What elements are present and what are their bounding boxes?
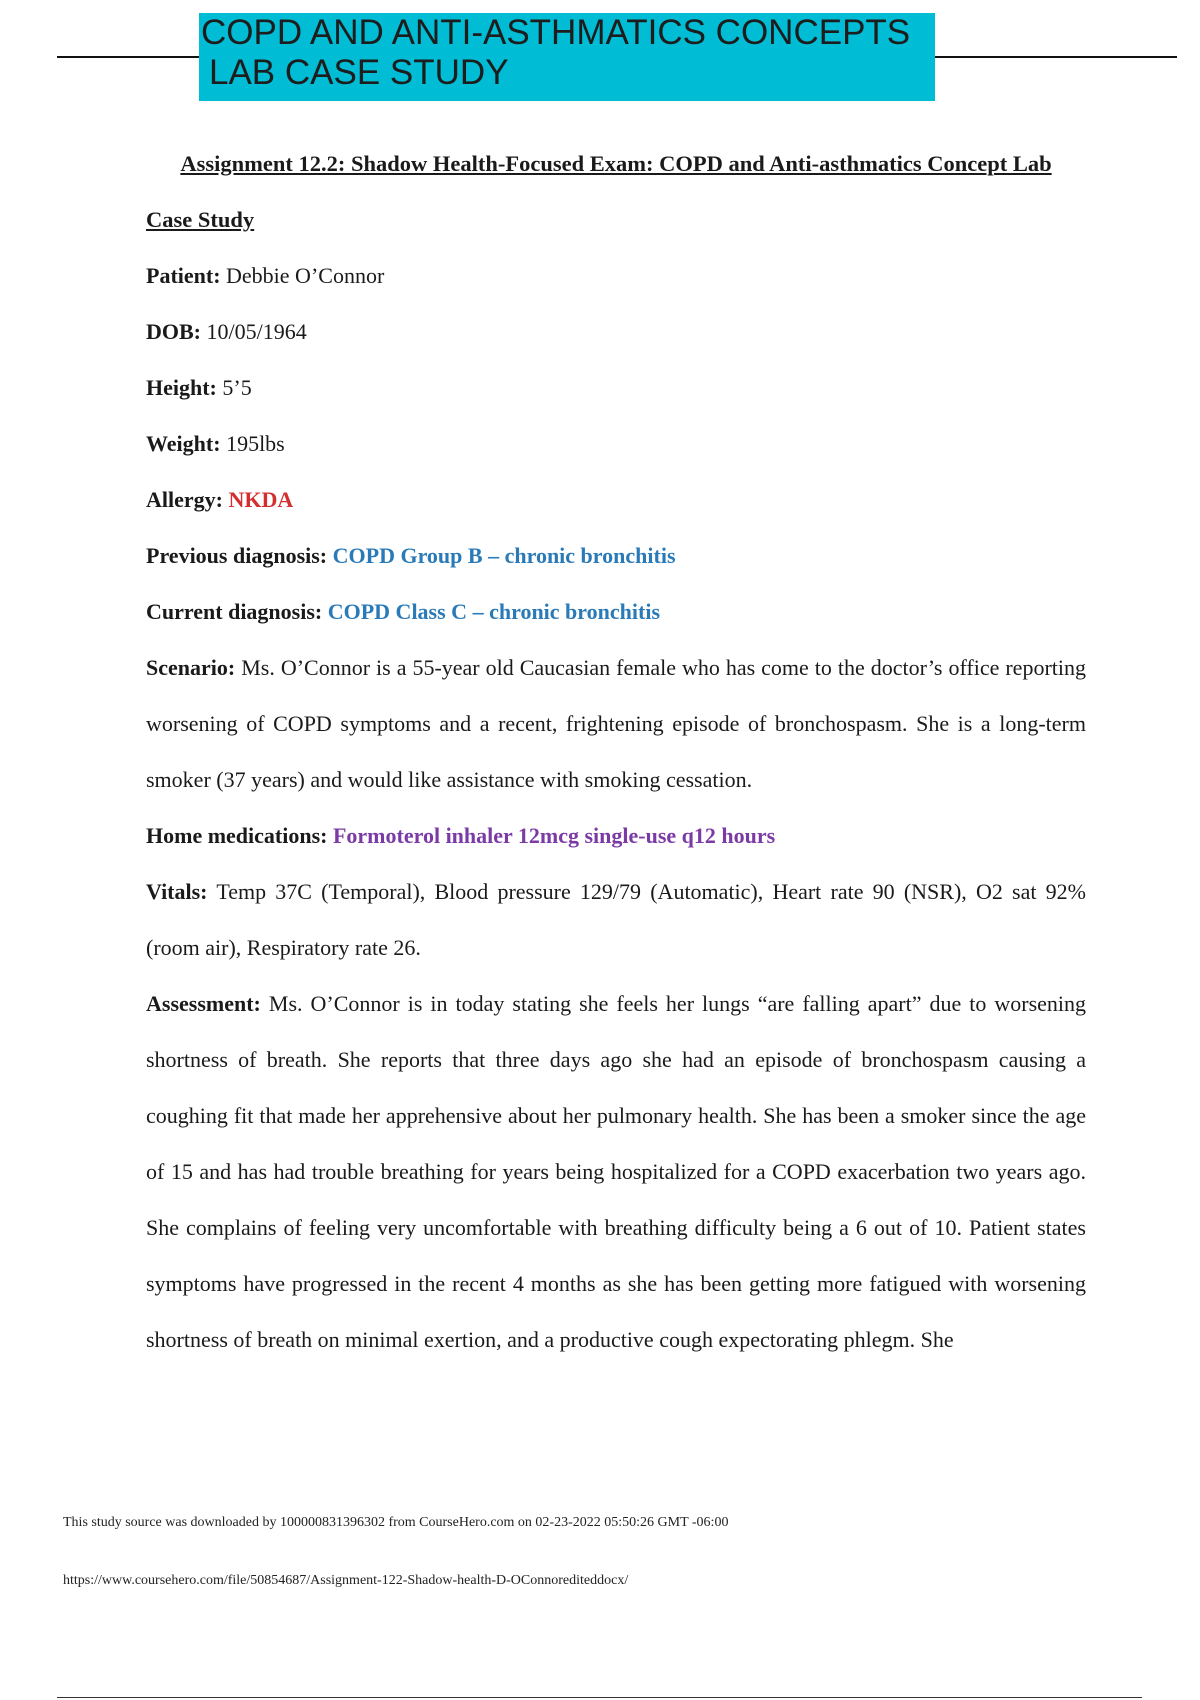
assessment-label: Assessment: bbox=[146, 991, 261, 1016]
current-diagnosis-field bbox=[146, 584, 1086, 640]
footer-rule bbox=[57, 1697, 1142, 1698]
download-source-note: This study source was downloaded by 100000831396302 from CourseHero.com on 02-23-2022 05:50:26 GMT -06:00 bbox=[63, 1515, 729, 1530]
height-value: 5’5 bbox=[222, 375, 252, 400]
allergy-label: Allergy: bbox=[146, 487, 223, 512]
previous-diagnosis-field bbox=[146, 528, 1086, 584]
dob-value: 10/05/1964 bbox=[206, 319, 307, 344]
vitals-paragraph bbox=[146, 864, 1086, 976]
assessment-text: Ms. O’Connor is in today stating she feels her lungs “are falling apart” due to worsening shortness of breath. She reports that three days ago she had an episode of bronchospasm causing a coughing fit that made her apprehensive about her pulmonary health. She has been a smoker since the age of 15 and has had trouble breathing for years being hospitalized for a COPD exacerbation two years ago. She complains of feeling very uncomfortable with breathing difficulty being a 6 out of 10. Patient states symptoms have progressed in the recent 4 months as she has been getting more fatigued with worsening shortness of breath on minimal exertion, and a productive cough expectorating phlegm. She bbox=[146, 991, 1087, 1352]
document-body bbox=[146, 136, 1086, 1368]
height-field bbox=[146, 360, 1086, 416]
dob-field bbox=[146, 304, 1086, 360]
banner-title-line-1: COPD AND ANTI-ASTHMATICS CONCEPTS bbox=[201, 13, 911, 52]
patient-field bbox=[146, 248, 1086, 304]
assignment-title: Assignment 12.2: Shadow Health-Focused Exam: COPD and Anti-asthmatics Concept Lab bbox=[180, 151, 1052, 176]
dob-label: DOB: bbox=[146, 319, 201, 344]
scenario-paragraph bbox=[146, 640, 1086, 808]
banner-title-line-2: LAB CASE STUDY bbox=[209, 53, 509, 92]
scenario-label: Scenario: bbox=[146, 655, 236, 680]
patient-label: Patient: bbox=[146, 263, 221, 288]
scenario-text: Ms. O’Connor is a 55-year old Caucasian female who has come to the doctor’s office reporting worsening of COPD symptoms and a recent, frightening episode of bronchospasm. She is a long-term smoker (37 years) and would like assistance with smoking cessation. bbox=[146, 655, 1086, 792]
title-banner bbox=[199, 13, 935, 101]
assessment-paragraph bbox=[146, 976, 1086, 1368]
weight-value: 195lbs bbox=[226, 431, 285, 456]
vitals-text: Temp 37C (Temporal), Blood pressure 129/79 (Automatic), Heart rate 90 (NSR), O2 sat 92% (room air), Respiratory rate 26. bbox=[146, 879, 1086, 960]
allergy-field bbox=[146, 472, 1086, 528]
weight-label: Weight: bbox=[146, 431, 221, 456]
height-label: Height: bbox=[146, 375, 217, 400]
home-medications-field bbox=[146, 808, 1086, 864]
vitals-label: Vitals: bbox=[146, 879, 208, 904]
home-medications-label: Home medications: bbox=[146, 823, 328, 848]
current-diagnosis-label: Current diagnosis: bbox=[146, 599, 323, 624]
previous-diagnosis-label: Previous diagnosis: bbox=[146, 543, 328, 568]
current-diagnosis-value: COPD Class C – chronic bronchitis bbox=[327, 599, 661, 624]
source-url: https://www.coursehero.com/file/50854687/Assignment-122-Shadow-health-D-OConnorediteddocx/ bbox=[63, 1573, 629, 1588]
home-medications-value: Formoterol inhaler 12mcg single-use q12 hours bbox=[332, 823, 776, 848]
assignment-title-continued: Case Study bbox=[146, 207, 255, 232]
patient-value: Debbie O’Connor bbox=[226, 263, 385, 288]
previous-diagnosis-value: COPD Group B – chronic bronchitis bbox=[332, 543, 676, 568]
allergy-value: NKDA bbox=[228, 487, 294, 512]
weight-field bbox=[146, 416, 1086, 472]
